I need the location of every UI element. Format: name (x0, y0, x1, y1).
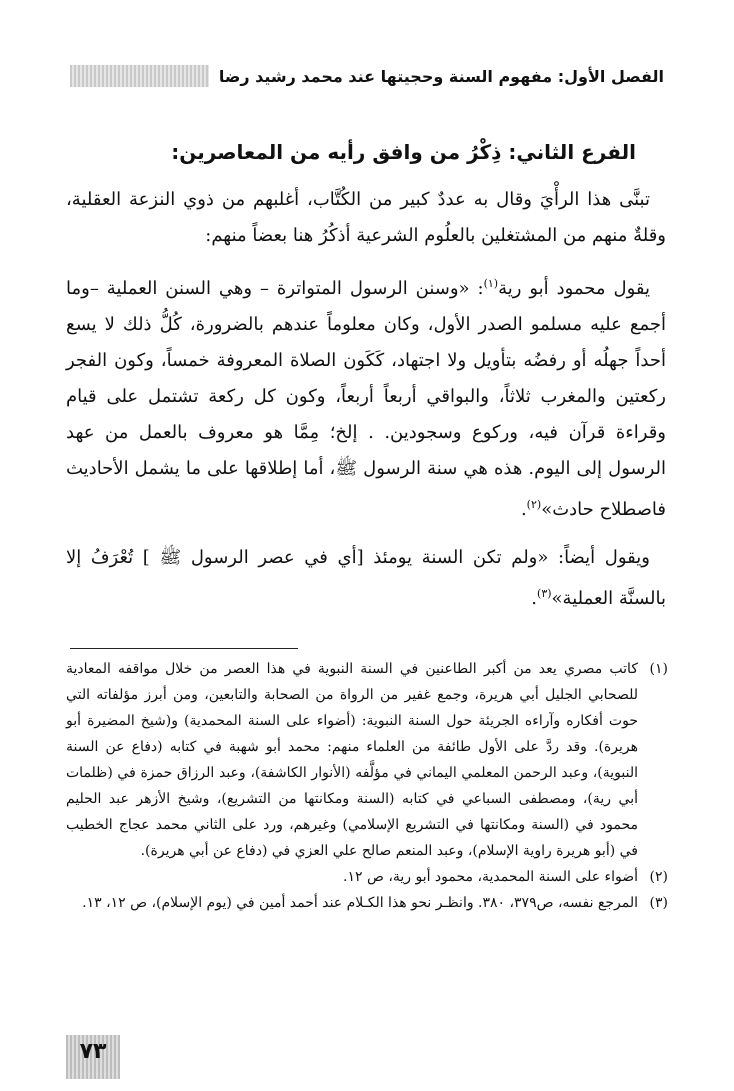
footnote-number: (١) (649, 661, 668, 677)
footnote-text: أضواء على السنة المحمدية، محمود أبو رية، ص ١٢. (343, 869, 638, 885)
header-shade-bar (70, 65, 209, 87)
footnotes (66, 656, 668, 916)
paragraph (66, 266, 666, 528)
running-title: الفصل الأول: مفهوم السنة وحجيتها عند محمد رشيد رضا (218, 66, 664, 86)
paragraph-end: . (520, 499, 527, 520)
paragraph-text: يقول محمود أبو رية (498, 278, 650, 299)
paragraph-text: تبنَّى هذا الرأْيَ وقال به عددٌ كبير من الكُتَّاب، أغلبهم من ذوي النزعة العقلية، وقلةٌ منهم من المشتغلين بالعلُوم الشرعية أذكُرُ هنا بعضاً منهم: (66, 189, 666, 246)
page-number: ٧٣ (79, 1039, 107, 1064)
running-header (70, 58, 664, 94)
paragraph (66, 540, 666, 617)
footnote-ref[interactable]: (٢) (526, 498, 542, 511)
footnote-number: (٢) (649, 869, 668, 885)
footnote-separator (70, 648, 298, 649)
section-heading: الفرع الثاني: ذِكْرُ من وافق رأيه من المعاصرين: (171, 140, 636, 164)
footnote (66, 656, 668, 864)
paragraph-text: ويقول أيضاً: «ولم تكن السنة يومئذ [أي في عصر الرسول ﷺ ] تُعْرَفُ إلا بالسنَّة العملية» (66, 547, 666, 609)
footnote-text: كاتب مصري يعد من أكبر الطاعنين في السنة النبوية في هذا العصر من خلال مواقفه المعادية للصحابي الجليل أبي هريرة، وجمع غفير من الرواة من الصحابة والتابعين، ومن أبرز مؤلفاته التي حوت أفكاره وآراءه الجريئة حول السنة النبوية: (أضواء على السنة المحمدية) و(شيخ المضيرة أبو هريرة). وقد ردَّ على الأول طائفة من العلماء منهم: محمد أبو شهبة في كتابه (دفاع عن السنة النبوية)، وعبد الرحمن المعلمي اليماني في مؤلَّفه (الأنوار الكاشفة)، وعبد الرزاق حمزة في (ظلمات أبي رية)، ومصطفى السباعي في كتابه (السنة ومكانتها من التشريع)، وشيخ الأزهر عبد الحليم محمود في (السنة ومكانتها في التشريع الإسلامي) وغيرهم، ورد على الثاني محمد عجاج الخطيب في (أبو هريرة راوية الإسلام)، وعبد المنعم صالح علي العزي في (دفاع عن أبي هريرة). (66, 661, 638, 859)
footnote-text: المرجع نفسه، ص٣٧٩، ٣٨٠. وانظـر نحو هذا الكـلام عند أحمد أمين في (يوم الإسلام)، ص ١٢، ١٣. (82, 895, 638, 911)
footnote-number: (٣) (649, 895, 668, 911)
footnote-ref[interactable]: (٣) (537, 587, 552, 600)
footnote (66, 890, 668, 916)
main-text (66, 132, 666, 629)
page-number-box (66, 1035, 120, 1079)
paragraph-end: . (531, 588, 538, 609)
paragraph-text: : «وسنن الرسول المتواترة – وهي السنن العملية –وما أجمع عليه مسلمو الصدر الأول، وكان معلوماً عندهم بالضرورة، كُلُّ ذلك لا يسع أحداً جهلُه أو رفضُه بتأويل ولا اجتهاد، كَكَون الصلاة المعروفة خمساً، وكون الفجر ركعتين والمغرب ثلاثاً، والبواقي أربعاً أربعاً، وكون كل ركعة تشتمل على قيام وقراءة قرآن فيه، وركوع وسجودين. . إلخ؛ مِمَّا هو معروف بالعمل من عهد الرسول إلى اليوم. هذه هي سنة الرسول ﷺ، أما إطلاقها على ما يشمل الأحاديث فاصطلاح حادث» (66, 278, 666, 520)
paragraph (66, 182, 666, 254)
footnote-ref[interactable]: (١) (483, 277, 499, 290)
footnote (66, 864, 668, 890)
